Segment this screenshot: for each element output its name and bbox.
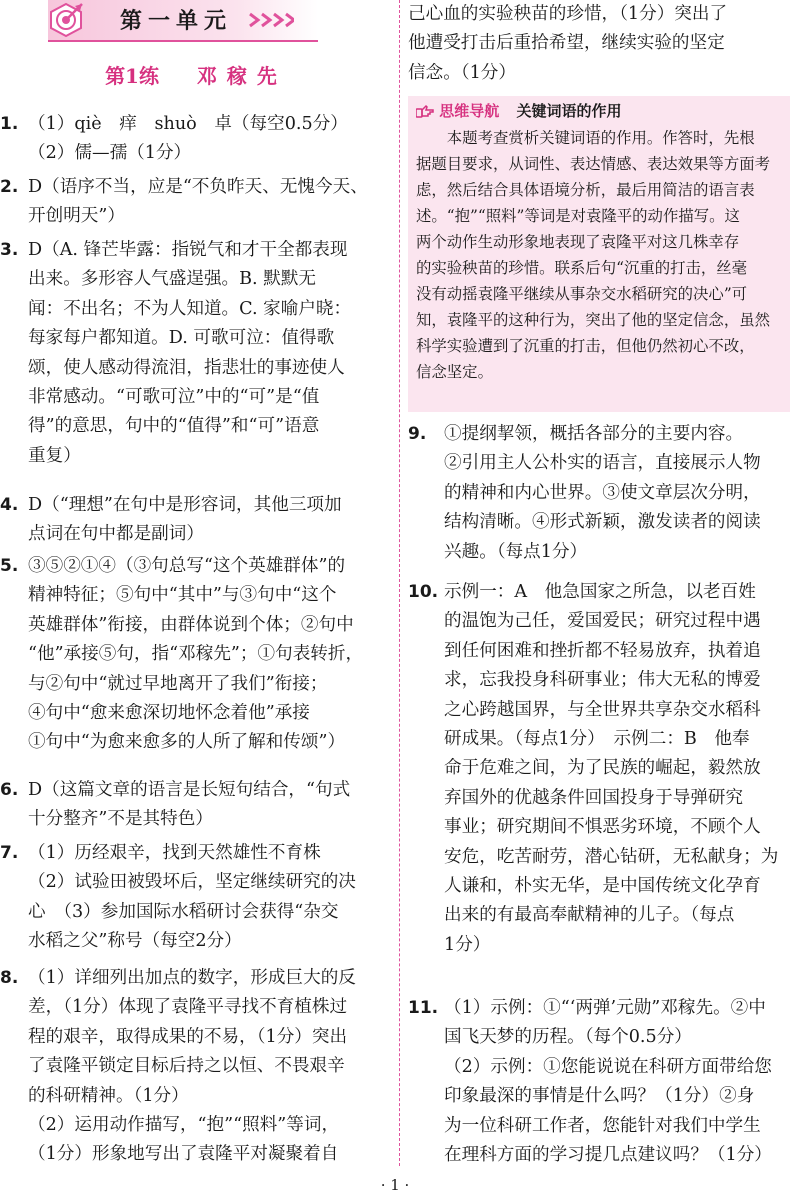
answer-line: （2）儒—孺（1分） [28, 143, 192, 164]
guide-line: 信念坚定。 [416, 363, 493, 381]
answer-line: 非常感动。“可歌可泣”中的“可”是“值 [28, 387, 320, 408]
answer-line: 己心血的实验秧苗的珍惜，（1分）突出了 [408, 4, 728, 24]
answer-line: 兴趣。（每点1分） [444, 541, 588, 562]
answer-line: 出来。多形容人气盛逞强。B. 默默无 [28, 269, 317, 290]
answer-line: 开创明天”） [28, 206, 125, 227]
answer-line: （1分）形象地写出了袁隆平对凝聚着自 [28, 1144, 339, 1165]
answer-line: ④句中“愈来愈深切地怀念着他”承接 [28, 703, 310, 724]
answer-line: （1）历经艰辛，找到天然雄性不育株 [28, 843, 321, 863]
answer-line: （1）qiè 痒 shuò 卓（每空0.5分） [28, 114, 348, 134]
answer-line: 重复） [28, 445, 81, 466]
answer-line: 人谦和，朴实无华，是中国传统文化孕育 [444, 876, 761, 897]
answer-line: ①句中“为愈来愈多的人所了解和传颂”） [28, 732, 346, 753]
answer-line: 1分） [444, 934, 491, 955]
answer-line: D（A. 锋芒毕露：指锐气和才干全都表现 [28, 240, 348, 260]
thinking-guide-body [416, 125, 786, 385]
answer-line: （2）试验田被毁坏后，坚定继续研究的决 [28, 872, 356, 893]
answer-line: 事业；研究期间不惧恶劣环境，不顾个人 [444, 817, 761, 838]
guide-line: 虑，然后结合具体语境分析，最后用简洁的语言表 [416, 181, 755, 199]
answer-line: ①提纲挈领，概括各部分的主要内容。 [444, 424, 744, 444]
answer-1 [0, 110, 392, 169]
answer-line: 弃国外的优越条件回国投身于导弹研究 [444, 787, 744, 808]
answer-2 [0, 173, 392, 232]
question-number: 4. [0, 495, 19, 515]
answer-line: 研成果。（每点1分） 示例二：B 他奉 [444, 729, 750, 750]
answer-line: D（这篇文章的语言是长短句结合，“句式 [28, 780, 351, 800]
answer-line: 的精神和内心世界。③使文章层次分明， [444, 482, 761, 503]
answer-line: 英雄群体”衔接，由群体说到个体；②句中 [28, 614, 354, 635]
guide-line: 的实验秧苗的珍惜。联系后句“沉重的打击，丝毫 [416, 259, 748, 277]
answer-line: （1）示例：①“‘两弹’元勋”邓稼先。②中 [444, 998, 766, 1018]
thinking-guide-header [416, 100, 622, 121]
guide-line: 没有动摇袁隆平继续从事杂交水稻研究的决心”可 [416, 285, 748, 303]
answer-line: 印象最深的事情是什么吗？（1分）②身 [444, 1086, 755, 1107]
answer-line: 闻：不出名；不为人知道。C. 家喻户晓： [28, 298, 352, 319]
answer-line: 精神特征；⑤句中“其中”与③句中“这个 [28, 585, 337, 606]
answer-6 [0, 776, 392, 835]
question-number: 3. [0, 240, 19, 260]
answer-line: 得”的意思，句中的“值得”和“可”语意 [28, 416, 320, 437]
question-number: 5. [0, 556, 19, 576]
question-number: 7. [0, 843, 19, 863]
answer-line: 十分整齐”不是其特色） [28, 809, 213, 830]
guide-line: 知，袁隆平的这种行为，突出了他的坚定信念，虽然 [416, 311, 770, 329]
answer-line: D（语序不当，应是“不负昨天、无愧今天、 [28, 177, 368, 197]
answer-line: ②引用主人公朴实的语言，直接展示人物 [444, 453, 761, 474]
answer-line: D（“理想”在句中是形容词，其他三项加 [28, 495, 342, 515]
guide-line: 据题目要求，从词性、表达情感、表达效果等方面考 [416, 155, 770, 173]
answer-8-continued [408, 0, 790, 88]
answer-line: ③⑤②①④（③句总写“这个英雄群体”的 [28, 556, 346, 576]
answer-line: 他遭受打击后重拾希望，继续实验的坚定 [408, 33, 725, 54]
lesson-number: 第1练 [105, 64, 159, 88]
thinking-guide-label: 思维导航 [439, 102, 500, 120]
answer-10 [408, 578, 790, 960]
answer-line: 差，（1分）体现了袁隆平寻找不育植株过 [28, 997, 348, 1018]
thinking-guide-topic: 关键词语的作用 [516, 102, 622, 120]
answer-line: （1）详细列出加点的数字，形成巨大的反 [28, 968, 356, 988]
unit-banner [48, 0, 318, 42]
answer-line: 结构清晰。④形式新颖，激发读者的阅读 [444, 512, 761, 533]
answer-5 [0, 552, 392, 758]
chevron-arrows-icon [248, 12, 294, 28]
unit-title: 第一单元 [120, 8, 233, 34]
answer-line: 为一位科研工作者，您能针对我们中学生 [444, 1115, 761, 1136]
answer-line: 与②句中“就过早地离开了我们”衔接； [28, 673, 328, 694]
answer-line: 之心跨越国界，与全世界共享杂交水稻科 [444, 699, 761, 720]
answer-7 [0, 839, 392, 957]
answer-line: 水稻之父”称号（每空2分） [28, 931, 242, 952]
answer-11 [408, 994, 790, 1170]
guide-line: 两个动作生动形象地表现了袁隆平对这几株幸存 [416, 233, 740, 251]
question-number: 6. [0, 780, 19, 800]
answer-9 [408, 420, 790, 567]
answer-line: 的温饱为己任，爱国爱民；研究过程中遇 [444, 611, 761, 632]
answer-line: 每家每户都知道。D. 可歌可泣：值得歌 [28, 328, 335, 349]
thinking-guide-box [408, 96, 790, 412]
answer-line: 程的艰辛，取得成果的不易，（1分）突出 [28, 1026, 348, 1047]
answer-line: 信念。（1分） [408, 62, 516, 83]
answer-3 [0, 236, 392, 471]
page-number: · 1 · [380, 1176, 410, 1194]
answer-line: 到任何困难和挫折都不轻易放弃，执着追 [444, 640, 761, 661]
answer-line: 国飞天梦的历程。（每个0.5分） [444, 1027, 692, 1048]
answer-line: 了袁隆平锁定目标后持之以恒、不畏艰辛 [28, 1056, 345, 1077]
answer-line: 安危，吃苦耐劳，潜心钻研，无私献身；为 [444, 846, 779, 867]
column-divider [399, 0, 400, 1166]
answer-4 [0, 491, 392, 550]
question-number: 9. [408, 424, 427, 444]
answer-line: 心 （3）参加国际水稻研讨会获得“杂交 [28, 901, 339, 922]
answer-line: 示例一：A 他急国家之所急，以老百姓 [444, 582, 756, 602]
answer-line: 颂，使人感动得流泪，指悲壮的事迹使人 [28, 357, 345, 378]
question-number: 8. [0, 968, 19, 988]
question-number: 10. [408, 582, 439, 602]
guide-line: 述。“抱”“照料”等词是对袁隆平的动作描写。这 [416, 207, 740, 225]
answer-line: 出来的有最高奉献精神的儿子。（每点 [444, 905, 735, 926]
lesson-name: 邓稼先 [196, 64, 287, 88]
question-number: 2. [0, 177, 19, 197]
answer-line: “他”承接⑤句，指“邓稼先”；①句表转折， [28, 644, 364, 665]
question-number: 1. [0, 114, 19, 134]
answer-line: （2）示例：①您能说说在科研方面带给您 [444, 1056, 772, 1077]
lesson-title [0, 60, 392, 89]
answer-line: 点词在句中都是副词） [28, 524, 204, 545]
answer-line: （2）运用动作描写，“抱”“照料”等词， [28, 1115, 340, 1136]
answer-line: 命于危难之间，为了民族的崛起，毅然放 [444, 758, 761, 779]
answer-line: 求，忘我投身科研事业；伟大无私的博爱 [444, 670, 761, 691]
guide-line: 本题考查赏析关键词语的作用。作答时，先根 [416, 129, 755, 147]
pointing-hand-icon [416, 104, 434, 118]
answer-line: 在理科方面的学习提几点建议吗？（1分） [444, 1145, 772, 1166]
target-arrow-icon [48, 2, 84, 38]
answer-8 [0, 964, 392, 1170]
guide-line: 科学实验遭到了沉重的打击，但他仍然初心不改， [416, 337, 755, 355]
question-number: 11. [408, 998, 439, 1018]
answer-line: 的科研精神。（1分） [28, 1085, 189, 1106]
